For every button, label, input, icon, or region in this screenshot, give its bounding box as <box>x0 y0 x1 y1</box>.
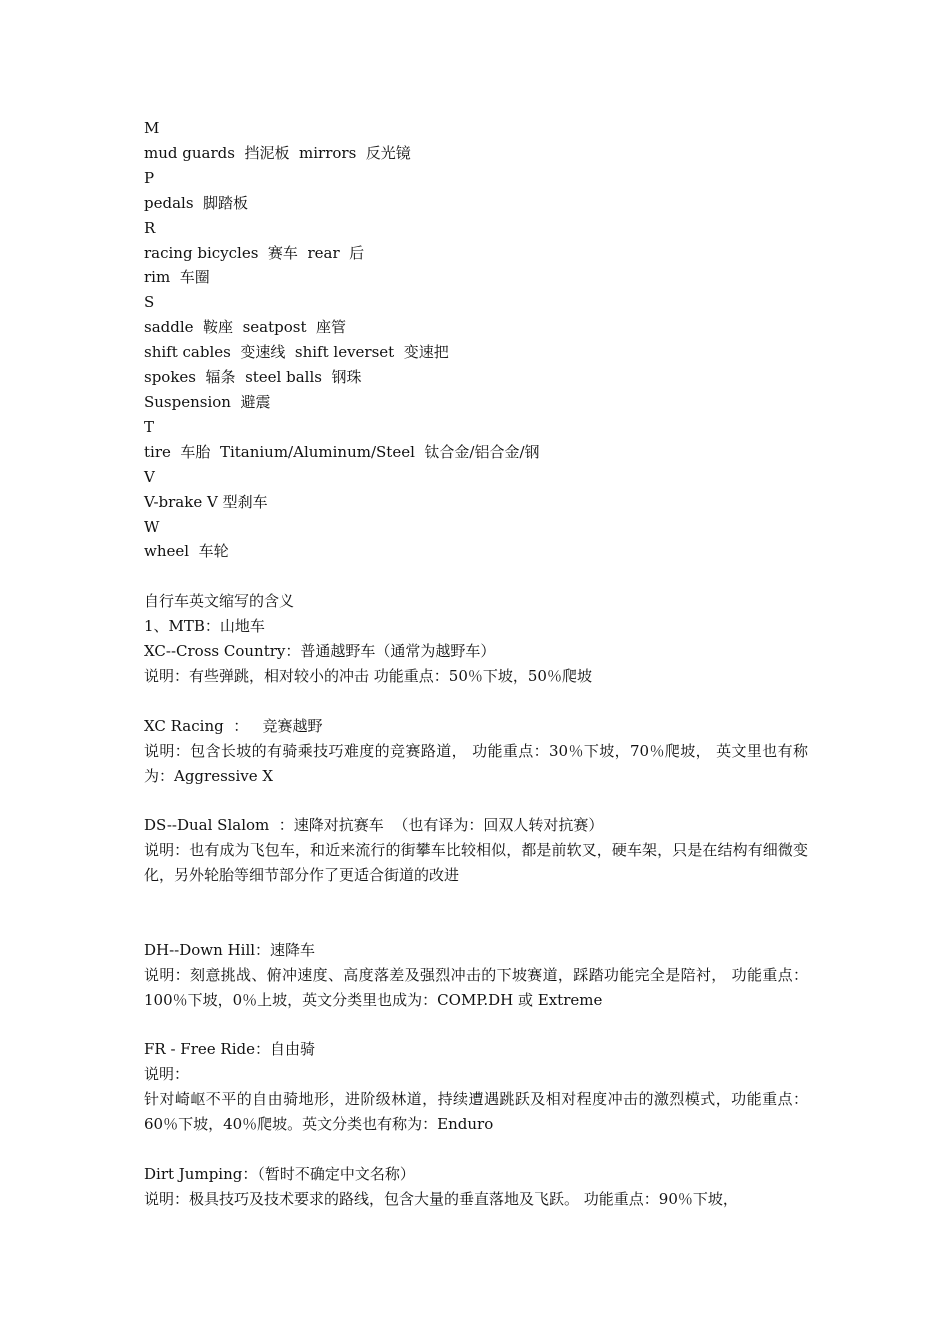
glossary-entry: mud guards 挡泥板 mirrors 反光镜 <box>144 143 411 162</box>
spacer <box>144 689 808 714</box>
fr-label: 说明： <box>144 1065 190 1084</box>
fr-heading: FR - Free Ride：自由骑 <box>144 1040 315 1059</box>
xc-description: 说明：有些弹跳，相对较小的冲击 功能重点：50％下坡，50％爬坡 <box>144 666 592 685</box>
section-title: 自行车英文缩写的含义 <box>144 592 295 611</box>
spacer <box>144 1013 808 1038</box>
spacer <box>144 1137 808 1162</box>
glossary-letter-v: V <box>144 467 155 486</box>
dh-heading: DH--Down Hill：速降车 <box>144 940 316 959</box>
glossary-entry: tire 车胎 Titanium/Aluminum/Steel 钛合金/铝合金/钢 <box>144 442 540 461</box>
glossary-entry: Suspension 避震 <box>144 392 271 411</box>
ds-heading: DS--Dual Slalom ：速降对抗赛车 （也有译为：回双人转对抗赛） <box>144 816 604 835</box>
document-page <box>144 116 808 1212</box>
glossary-entry: spokes 辐条 steel balls 钢珠 <box>144 368 362 387</box>
glossary-entry: shift cables 变速线 shift leverset 变速把 <box>144 343 449 362</box>
glossary-entry: pedals 脚踏板 <box>144 193 249 212</box>
mtb-heading: 1、MTB：山地车 <box>144 617 265 636</box>
glossary-entry: rim 车圈 <box>144 268 210 287</box>
glossary-entry: saddle 鞍座 seatpost 座管 <box>144 318 347 337</box>
spacer <box>144 564 808 589</box>
glossary <box>144 116 808 564</box>
fr-description: 针对崎岖不平的自由骑地形，进阶级林道，持续遭遇跳跃及相对程度冲击的激烈模式，功能重点：60％下坡，40％爬坡。英文分类也有称为：Enduro <box>144 1090 808 1134</box>
glossary-letter-t: T <box>144 417 155 436</box>
spacer <box>144 888 808 938</box>
dj-description: 说明：极具技巧及技术要求的路线，包含大量的垂直落地及飞跃。 功能重点：90％下坡， <box>144 1189 738 1208</box>
glossary-entry: V-brake V 型刹车 <box>144 492 268 511</box>
glossary-letter-m: M <box>144 119 160 137</box>
glossary-letter-r: R <box>144 218 156 237</box>
glossary-letter-p: P <box>144 168 155 187</box>
glossary-letter-s: S <box>144 293 155 312</box>
xc-racing-description: 说明：包含长坡的有骑乘技巧难度的竞赛路道， 功能重点：30％下坡，70％爬坡， 英文里也有称为：Aggressive X <box>144 741 808 785</box>
xc-racing-heading: XC Racing ： 竞赛越野 <box>144 716 323 735</box>
glossary-entry: wheel 车轮 <box>144 542 229 561</box>
ds-description: 说明：也有成为飞包车，和近来流行的街攀车比较相似，都是前软叉，硬车架，只是在结构有细微变化，另外轮胎等细节部分作了更适合街道的改进 <box>144 841 808 885</box>
dh-description: 说明：刻意挑战、俯冲速度、高度落差及强烈冲击的下坡赛道，踩踏功能完全是陪衬， 功能重点：100％下坡，0％上坡，英文分类里也成为：COMP.DH 或 Extreme <box>144 965 808 1009</box>
xc-heading: XC--Cross Country：普通越野车（通常为越野车） <box>144 642 496 661</box>
spacer <box>144 788 808 813</box>
glossary-letter-w: W <box>144 517 160 536</box>
dj-heading: Dirt Jumping：（暂时不确定中文名称） <box>144 1164 415 1183</box>
abbreviation-section <box>144 589 808 1212</box>
glossary-entry: racing bicycles 赛车 rear 后 <box>144 243 365 262</box>
